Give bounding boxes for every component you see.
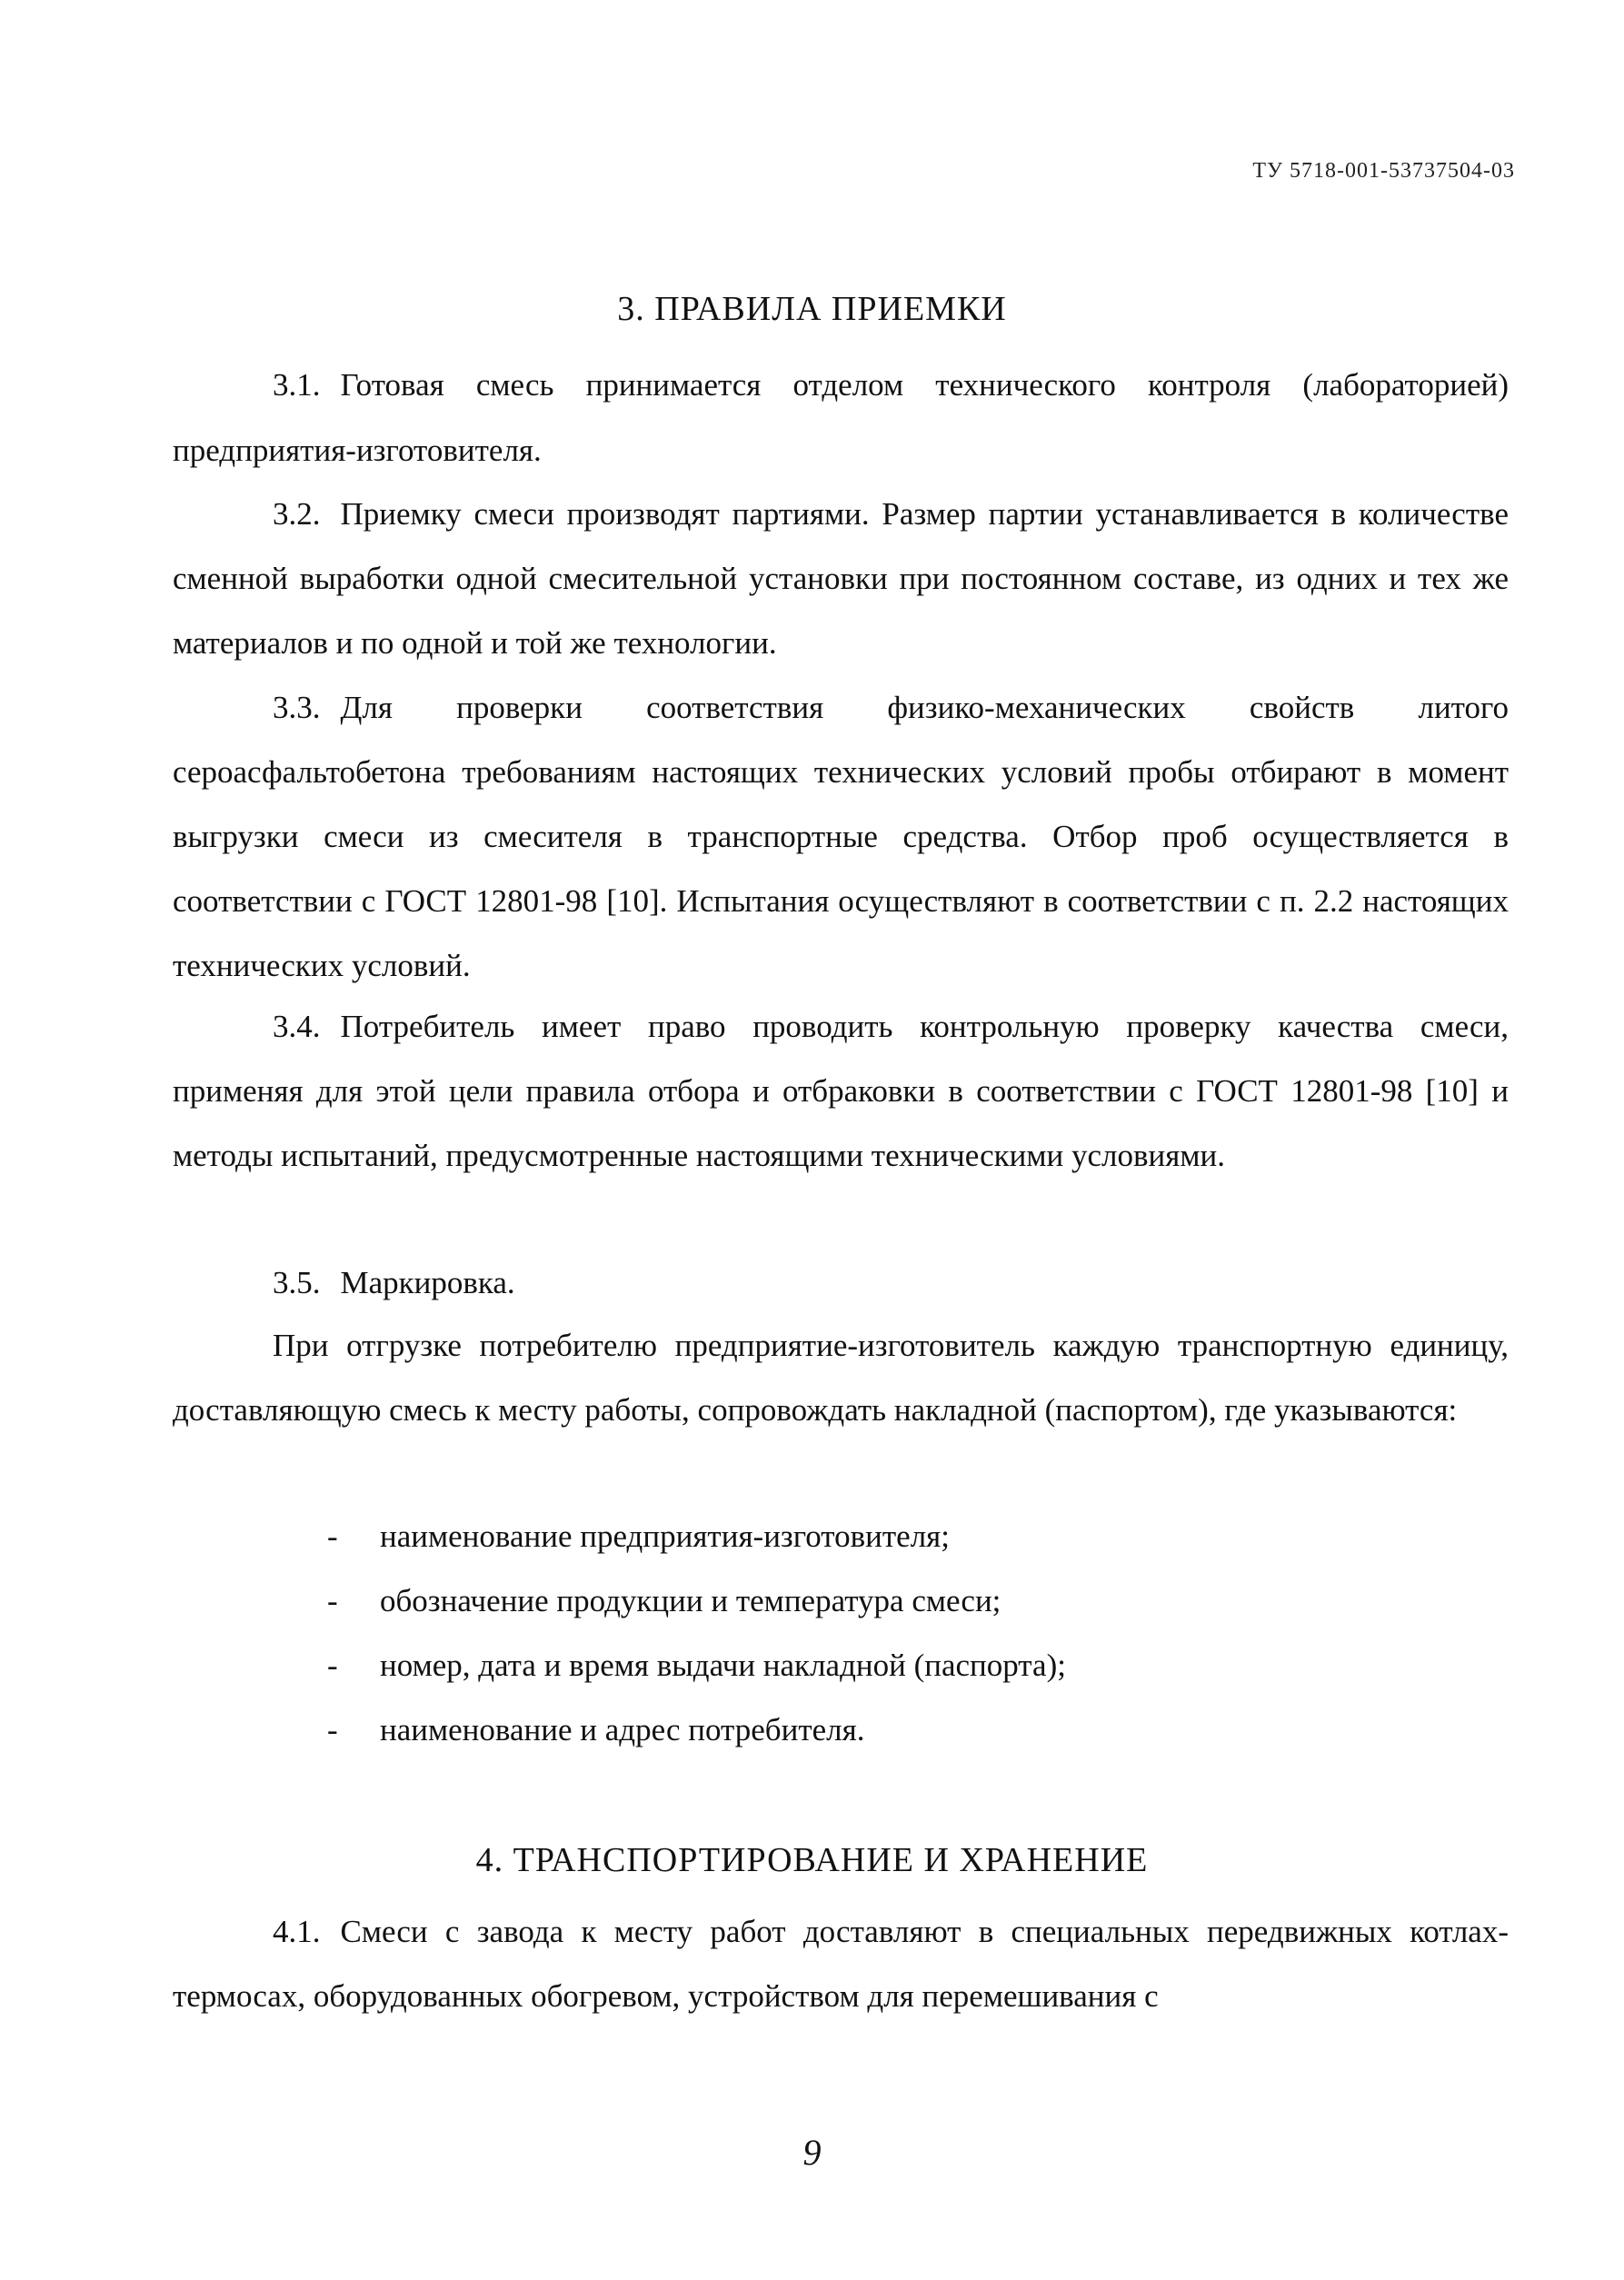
- paragraph-3-2: [173, 482, 1509, 675]
- list-item-text: номер, дата и время выдачи накладной (паспорта);: [380, 1648, 1066, 1683]
- paragraph-number: 3.4.: [273, 1009, 321, 1044]
- paragraph-3-4: [173, 994, 1509, 1188]
- paragraph-3-3: [173, 675, 1509, 998]
- paragraph-4-1: [173, 1899, 1509, 2028]
- marking-paragraph: При отгрузке потребителю предприятие-изготовитель каждую транспортную единицу, доставляющую смесь к месту работы, сопровождать накладной (паспортом), где указываются:: [173, 1328, 1509, 1428]
- list-dash: -: [327, 1648, 338, 1683]
- paragraph-text: Смеси с завода к месту работ доставляют в специальных передвижных котлах-термосах, оборудованных обогревом, устройством для перемешивания с: [173, 1914, 1509, 2014]
- paragraph-3-5: [173, 1250, 1509, 1315]
- list-item: [327, 1504, 1066, 1568]
- paragraph-number: 3.5.: [273, 1265, 321, 1300]
- list-item: [327, 1633, 1066, 1698]
- list-dash: -: [327, 1712, 338, 1747]
- paragraph-number: 3.2.: [273, 496, 321, 532]
- section-3-title: 3. ПРАВИЛА ПРИЕМКИ: [617, 290, 1007, 328]
- page-number: 9: [802, 2132, 822, 2173]
- list-item: [327, 1568, 1066, 1633]
- paragraph-text: Готовая смесь принимается отделом технического контроля (лабораторией) предприятия-изготовителя.: [173, 367, 1509, 468]
- paragraph-3-1: [173, 353, 1509, 483]
- list-dash: -: [327, 1518, 338, 1554]
- marking-list: [327, 1504, 1066, 1762]
- document-code: ТУ 5718-001-53737504-03: [1252, 159, 1515, 183]
- paragraph-text: Маркировка.: [340, 1265, 515, 1300]
- paragraph-text: Потребитель имеет право проводить контрольную проверку качества смеси, применяя для этой цели правила отбора и отбраковки в соответствии с ГОСТ 12801-98 [10] и методы испытаний, предусмотренные настоящими техническими условиями.: [173, 1009, 1509, 1173]
- list-item: [327, 1698, 1066, 1762]
- list-dash: -: [327, 1583, 338, 1618]
- list-item-text: обозначение продукции и температура смеси;: [380, 1583, 1001, 1618]
- paragraph-number: 4.1.: [273, 1914, 321, 1949]
- list-item-text: наименование предприятия-изготовителя;: [380, 1518, 950, 1554]
- paragraph-number: 3.1.: [273, 367, 321, 403]
- paragraph-text: Приемку смеси производят партиями. Размер партии устанавливается в количестве сменной выработки одной смесительной установки при постоянном составе, из одних и тех же материалов и по одной и той же технологии.: [173, 496, 1509, 661]
- paragraph-text: Для проверки соответствия физико-механических свойств литого сероасфальтобетона требованиям настоящих технических условий пробы отбирают в момент выгрузки смеси из смесителя в транспортные средства. Отбор проб осуществляется в соответствии с ГОСТ 12801-98 [10]. Испытания осуществляют в соответствии с п. 2.2 настоящих технических условий.: [173, 690, 1509, 983]
- list-item-text: наименование и адрес потребителя.: [380, 1712, 865, 1747]
- section-4-title: 4. ТРАНСПОРТИРОВАНИЕ И ХРАНЕНИЕ: [475, 1841, 1149, 1879]
- paragraph-number: 3.3.: [273, 690, 321, 725]
